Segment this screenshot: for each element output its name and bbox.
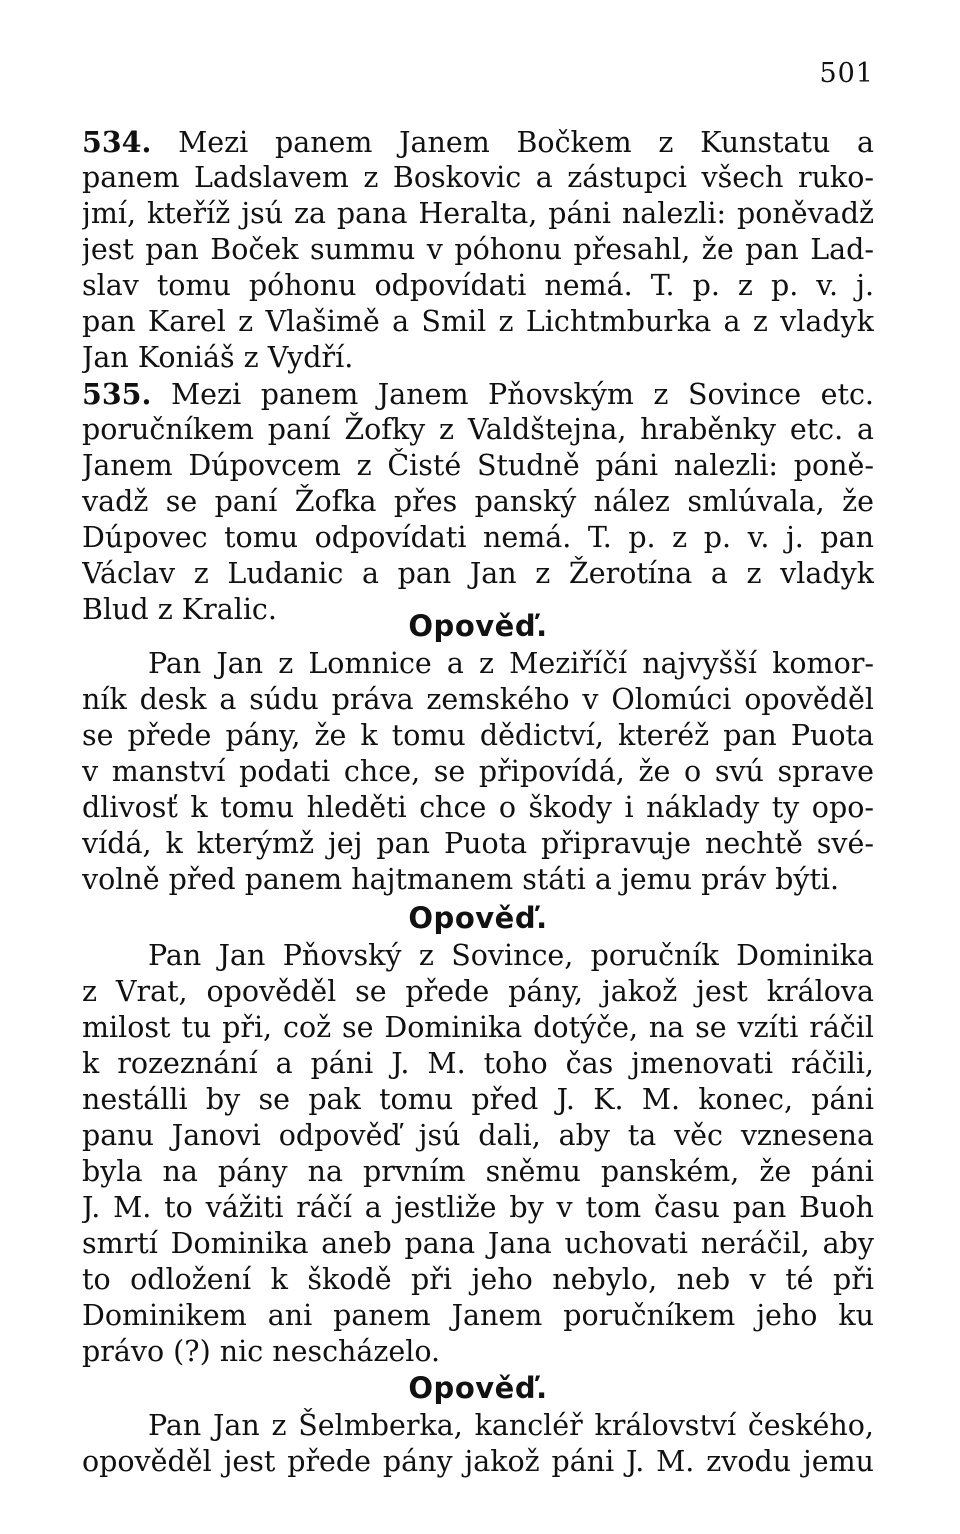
text-line: Pan Jan z Lomnice a z Meziříčí najvyšší komor- [148,647,874,680]
text-line: panem Ladslavem z Boskovic a zástupci všech ruko- [82,161,874,194]
text-line: Pan Jan z Šelmberka, kancléř království českého, [148,1409,874,1442]
text-line: milost tu při, což se Dominika dotýče, na se vzíti ráčil [82,1011,874,1044]
text-line: v manství podati chce, se připovídá, že o svú sprave [82,755,874,788]
text-line: byla na pány na prvním sněmu panském, že páni [82,1155,874,1188]
section-heading: Opověď. [408,1371,548,1405]
text-line: pan Karel z Vlašimě a Smil z Lichtmburka a z vladyk [82,305,874,338]
text-line: poručníkem paní Žofky z Valdštejna, hraběnky etc. a [82,413,874,446]
text-line: dlivosť k tomu hleděti chce o škody i náklady ty opo- [82,791,874,824]
document-page [82,0,874,1534]
text-line: Blud z Kralic. [82,593,277,626]
text-line: Dominikem ani panem Janem poručníkem jeho ku [82,1299,874,1332]
text-line: Václav z Ludanic a pan Jan z Žerotína a z vladyk [82,557,874,590]
text-line: Pan Jan Pňovský z Sovince, poručník Dominika [148,939,874,972]
text-line: jmí, kteříž jsú za pana Heralta, páni nalezli: poněvadž [82,197,874,230]
page-number: 501 [819,58,874,89]
text-line: smrtí Dominika aneb pana Jana uchovati neráčil, aby [82,1227,874,1260]
text-line: slav tomu póhonu odpovídati nemá. T. p. z p. v. j. [82,269,874,302]
text-line: J. M. to vážiti ráčí a jestliže by v tom času pan Buoh [82,1191,874,1224]
text-line: jest pan Boček summu v póhonu přesahl, že pan Lad- [82,233,874,266]
text-line: Dúpovec tomu odpovídati nemá. T. p. z p. v. j. pan [82,521,874,554]
section-number: 535. [82,377,152,411]
text-line: panu Janovi odpověď jsú dali, aby ta věc vznesena [82,1119,874,1152]
text-line: se přede pány, že k tomu dědictví, kteréž pan Puota [82,719,874,752]
text-line: vídá, k kterýmž jej pan Puota připravuje nechtě své- [82,827,874,860]
text-line: to odložení k škodě při jeho nebylo, neb v té při [82,1263,874,1296]
text-line: opověděl jest přede pány jakož páni J. M. zvodu jemu [82,1445,874,1478]
text-line: volně před panem hajtmanem státi a jemu práv býti. [82,863,840,896]
text-line: právo (?) nic nescházelo. [82,1335,441,1368]
text-line: Janem Dúpovcem z Čisté Studně páni nalezli: poně- [82,449,874,482]
text-line: nestálli by se pak tomu před J. K. M. konec, páni [82,1083,874,1116]
text-line: k rozeznání a páni J. M. toho čas jmenovati ráčili, [82,1047,874,1080]
text-line: Jan Koniáš z Vydří. [82,341,354,374]
section-heading: Opověď. [408,901,548,935]
section-heading: Opověď. [408,609,548,643]
text-line: 534. Mezi panem Janem Bočkem z Kunstatu a [82,125,874,159]
section-number: 534. [82,125,152,159]
text-line: z Vrat, opověděl se přede pány, jakož jest králova [82,975,874,1008]
text-line: vadž se paní Žofka přes panský nález smlúvala, že [82,485,874,518]
text-line: 535. Mezi panem Janem Pňovským z Sovince etc. [82,377,874,411]
text-line: ník desk a súdu práva zemského v Olomúci opověděl [82,683,874,716]
